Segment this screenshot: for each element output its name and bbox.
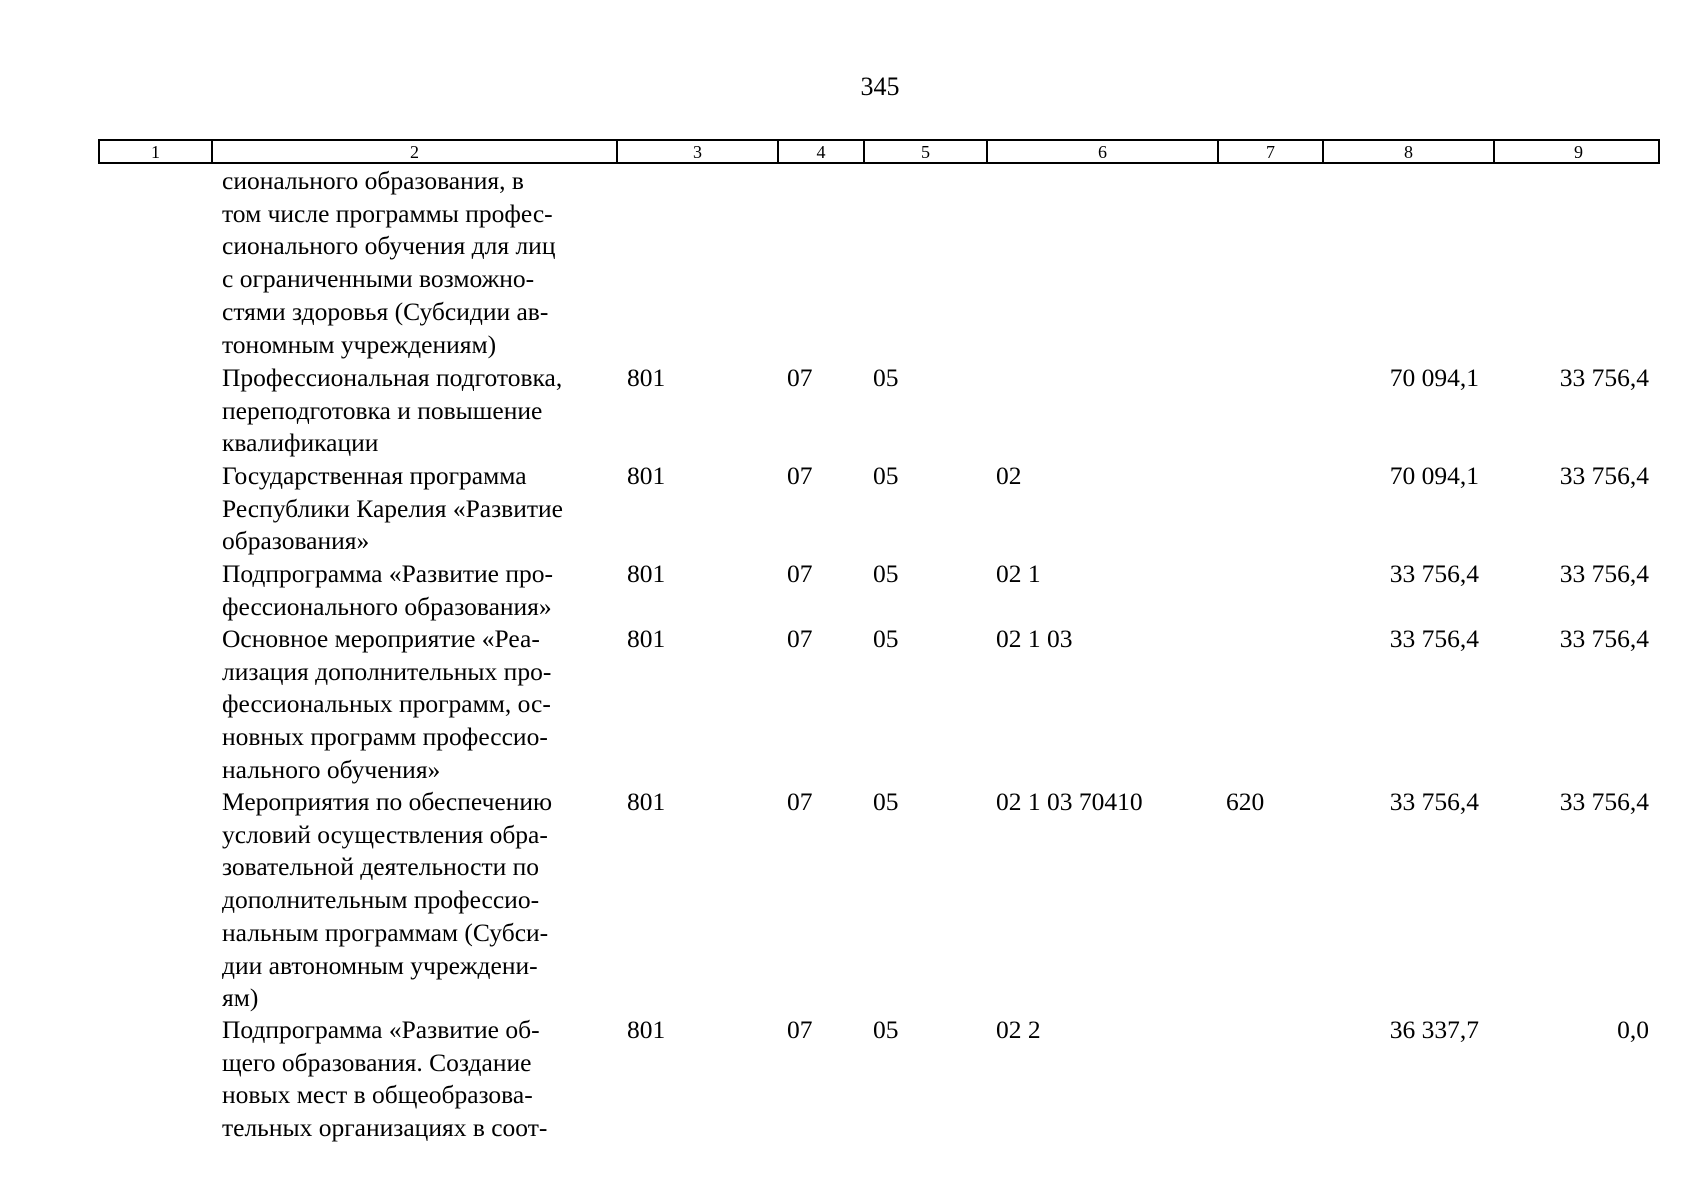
cell-col-6: 02 1 03 70410 — [996, 787, 1143, 816]
cell-col-9: 33 756,4 — [1559, 461, 1649, 490]
cell-col-8: 70 094,1 — [1389, 461, 1479, 490]
cell-col-4: 07 — [787, 461, 813, 490]
cell-col-3: 801 — [627, 787, 666, 816]
cell-col-6: 02 — [996, 461, 1022, 490]
cell-col-5: 05 — [873, 787, 899, 816]
row-name: Подпрограмма «Развитие об- щего образования. Создание новых мест в общеобразова- тельных организациях в соот- — [222, 1015, 548, 1143]
cell-col-5: 05 — [873, 624, 899, 653]
row-name: Мероприятия по обеспечению условий осуществления обра- зовательной деятельности по дополнительным профессио- нальным программам (Субси- дии автономным учреждени- ям) — [222, 787, 553, 1013]
cell-col-3: 801 — [627, 559, 666, 588]
row-name: сионального образования, в том числе программы профес- сионального обучения для лиц с ограниченными возможно- стями здоровья (Субсидии ав- тономным учреждениям) — [222, 166, 556, 359]
row-name: Подпрограмма «Развитие про- фессионального образования» — [222, 559, 554, 621]
cell-col-4: 07 — [787, 363, 813, 392]
header-col-1: 1 — [100, 141, 213, 162]
cell-col-8: 33 756,4 — [1389, 787, 1479, 816]
header-col-2: 2 — [213, 141, 618, 162]
row-name: Государственная программа Республики Карелия «Развитие образования» — [222, 461, 563, 556]
cell-col-9: 33 756,4 — [1559, 363, 1649, 392]
cell-col-4: 07 — [787, 1015, 813, 1044]
cell-col-8: 70 094,1 — [1389, 363, 1479, 392]
header-col-3: 3 — [618, 141, 779, 162]
cell-col-3: 801 — [627, 624, 666, 653]
cell-col-5: 05 — [873, 363, 899, 392]
cell-col-9: 33 756,4 — [1559, 787, 1649, 816]
cell-col-8: 36 337,7 — [1389, 1015, 1479, 1044]
header-col-6: 6 — [988, 141, 1219, 162]
table-header — [98, 139, 1660, 164]
cell-col-8: 33 756,4 — [1389, 559, 1479, 588]
row-name: Основное мероприятие «Реа- лизация дополнительных про- фессиональных программ, ос- новных программ профессио- нального обучения» — [222, 624, 552, 784]
header-col-4: 4 — [779, 141, 865, 162]
cell-col-4: 07 — [787, 559, 813, 588]
cell-col-5: 05 — [873, 461, 899, 490]
cell-col-5: 05 — [873, 1015, 899, 1044]
cell-col-6: 02 1 — [996, 559, 1041, 588]
header-col-8: 8 — [1324, 141, 1495, 162]
cell-col-8: 33 756,4 — [1389, 624, 1479, 653]
cell-col-9: 33 756,4 — [1559, 559, 1649, 588]
cell-col-9: 33 756,4 — [1559, 624, 1649, 653]
cell-col-5: 05 — [873, 559, 899, 588]
cell-col-3: 801 — [627, 1015, 666, 1044]
page-number: 345 — [860, 72, 900, 101]
cell-col-3: 801 — [627, 363, 666, 392]
cell-col-7: 620 — [1226, 787, 1265, 816]
cell-col-6: 02 1 03 — [996, 624, 1073, 653]
cell-col-6: 02 2 — [996, 1015, 1041, 1044]
cell-col-9: 0,0 — [1617, 1015, 1649, 1044]
row-name: Профессиональная подготовка, переподготовка и повышение квалификации — [222, 363, 563, 458]
header-col-7: 7 — [1219, 141, 1324, 162]
cell-col-4: 07 — [787, 624, 813, 653]
header-col-9: 9 — [1574, 142, 1583, 162]
cell-col-3: 801 — [627, 461, 666, 490]
header-col-5: 5 — [865, 141, 988, 162]
cell-col-4: 07 — [787, 787, 813, 816]
